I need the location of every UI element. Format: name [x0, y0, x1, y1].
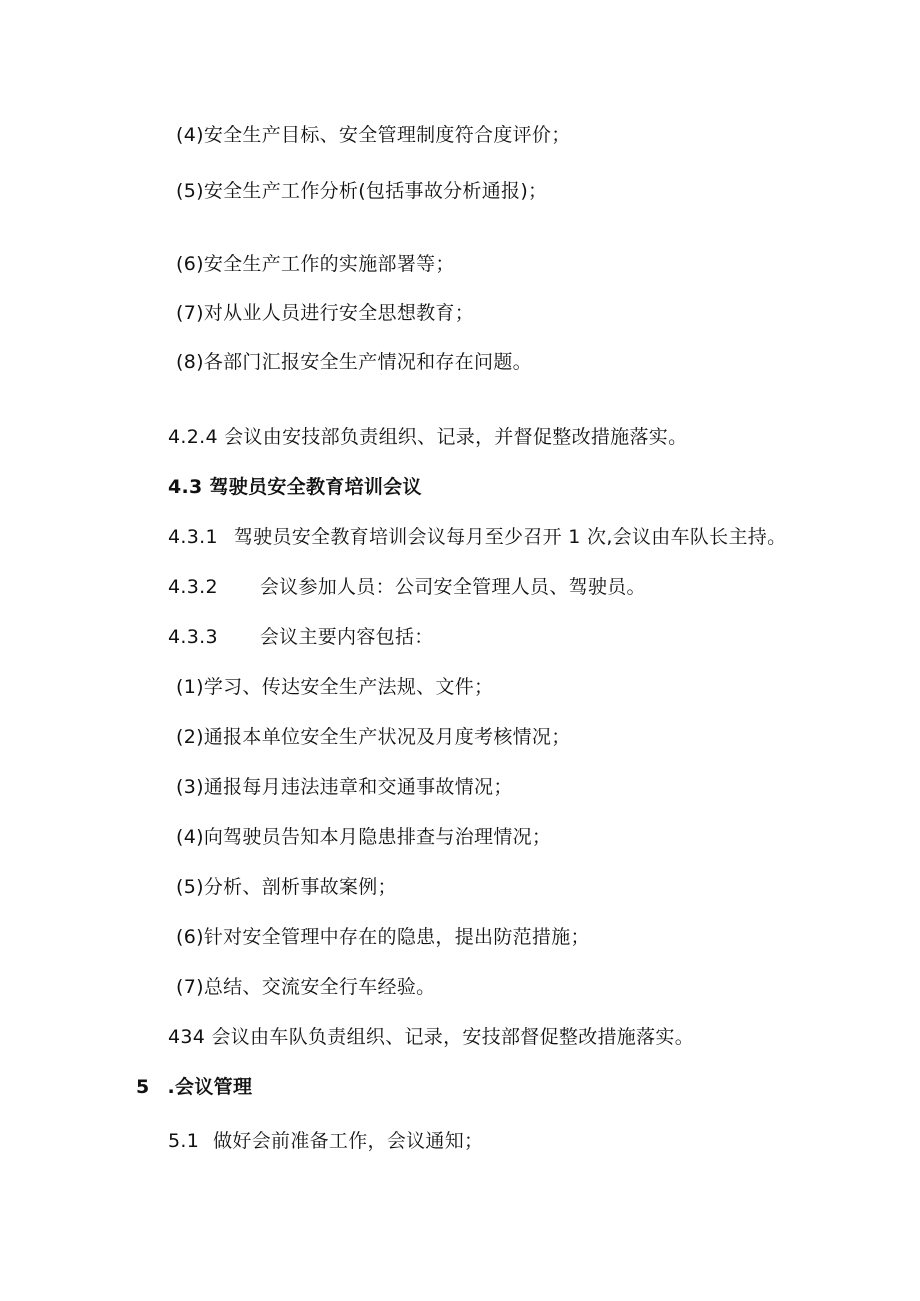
clause-5-1 — [168, 1128, 483, 1154]
clause-number: 4.3.1 — [168, 526, 218, 548]
list-item: (8)各部门汇报安全生产情况和存在问题。 — [176, 351, 532, 373]
clause-text: 会议主要内容包括： — [259, 626, 434, 648]
clause-text: 驾驶员安全教育培训会议每月至少召开 1 次,会议由车队长主持。 — [233, 526, 787, 548]
heading-text: .会议管理 — [167, 1076, 253, 1098]
clause-number: 5.1 — [168, 1130, 200, 1152]
clause-4-3-2 — [168, 574, 646, 600]
list-item: (6)安全生产工作的实施部署等； — [176, 253, 455, 275]
list-item: (6)针对安全管理中存在的隐患，提出防范措施； — [176, 926, 590, 948]
clause-4-3-1 — [168, 524, 786, 550]
list-item: (7)总结、交流安全行车经验。 — [176, 976, 436, 998]
clause-4-3-3 — [168, 624, 434, 650]
list-item: (4)安全生产目标、安全管理制度符合度评价； — [176, 124, 571, 146]
heading-number: 5 — [136, 1076, 150, 1098]
list-item: (2)通报本单位安全生产状况及月度考核情况； — [176, 726, 571, 748]
clause-434: 434 会议由车队负责组织、记录，安技部督促整改措施落实。 — [168, 1026, 695, 1048]
list-item: (1)学习、传达安全生产法规、文件； — [176, 676, 494, 698]
heading-5 — [136, 1074, 252, 1100]
list-item: (3)通报每月违法违章和交通事故情况； — [176, 776, 513, 798]
clause-text: 会议参加人员：公司安全管理人员、驾驶员。 — [259, 576, 646, 598]
list-item: (4)向驾驶员告知本月隐患排查与治理情况； — [176, 826, 552, 848]
clause-4-2-4: 4.2.4 会议由安技部负责组织、记录，并督促整改措施落实。 — [168, 426, 688, 448]
clause-number: 4.3.3 — [168, 626, 218, 648]
clause-text: 做好会前准备工作，会议通知； — [213, 1130, 484, 1152]
heading-4-3: 4.3 驾驶员安全教育培训会议 — [168, 476, 422, 498]
clause-number: 4.3.2 — [168, 576, 218, 598]
list-item: (5)安全生产工作分析(包括事故分析通报)； — [176, 180, 548, 202]
list-item: (5)分析、剖析事故案例； — [176, 876, 397, 898]
list-item: (7)对从业人员进行安全思想教育； — [176, 302, 475, 324]
